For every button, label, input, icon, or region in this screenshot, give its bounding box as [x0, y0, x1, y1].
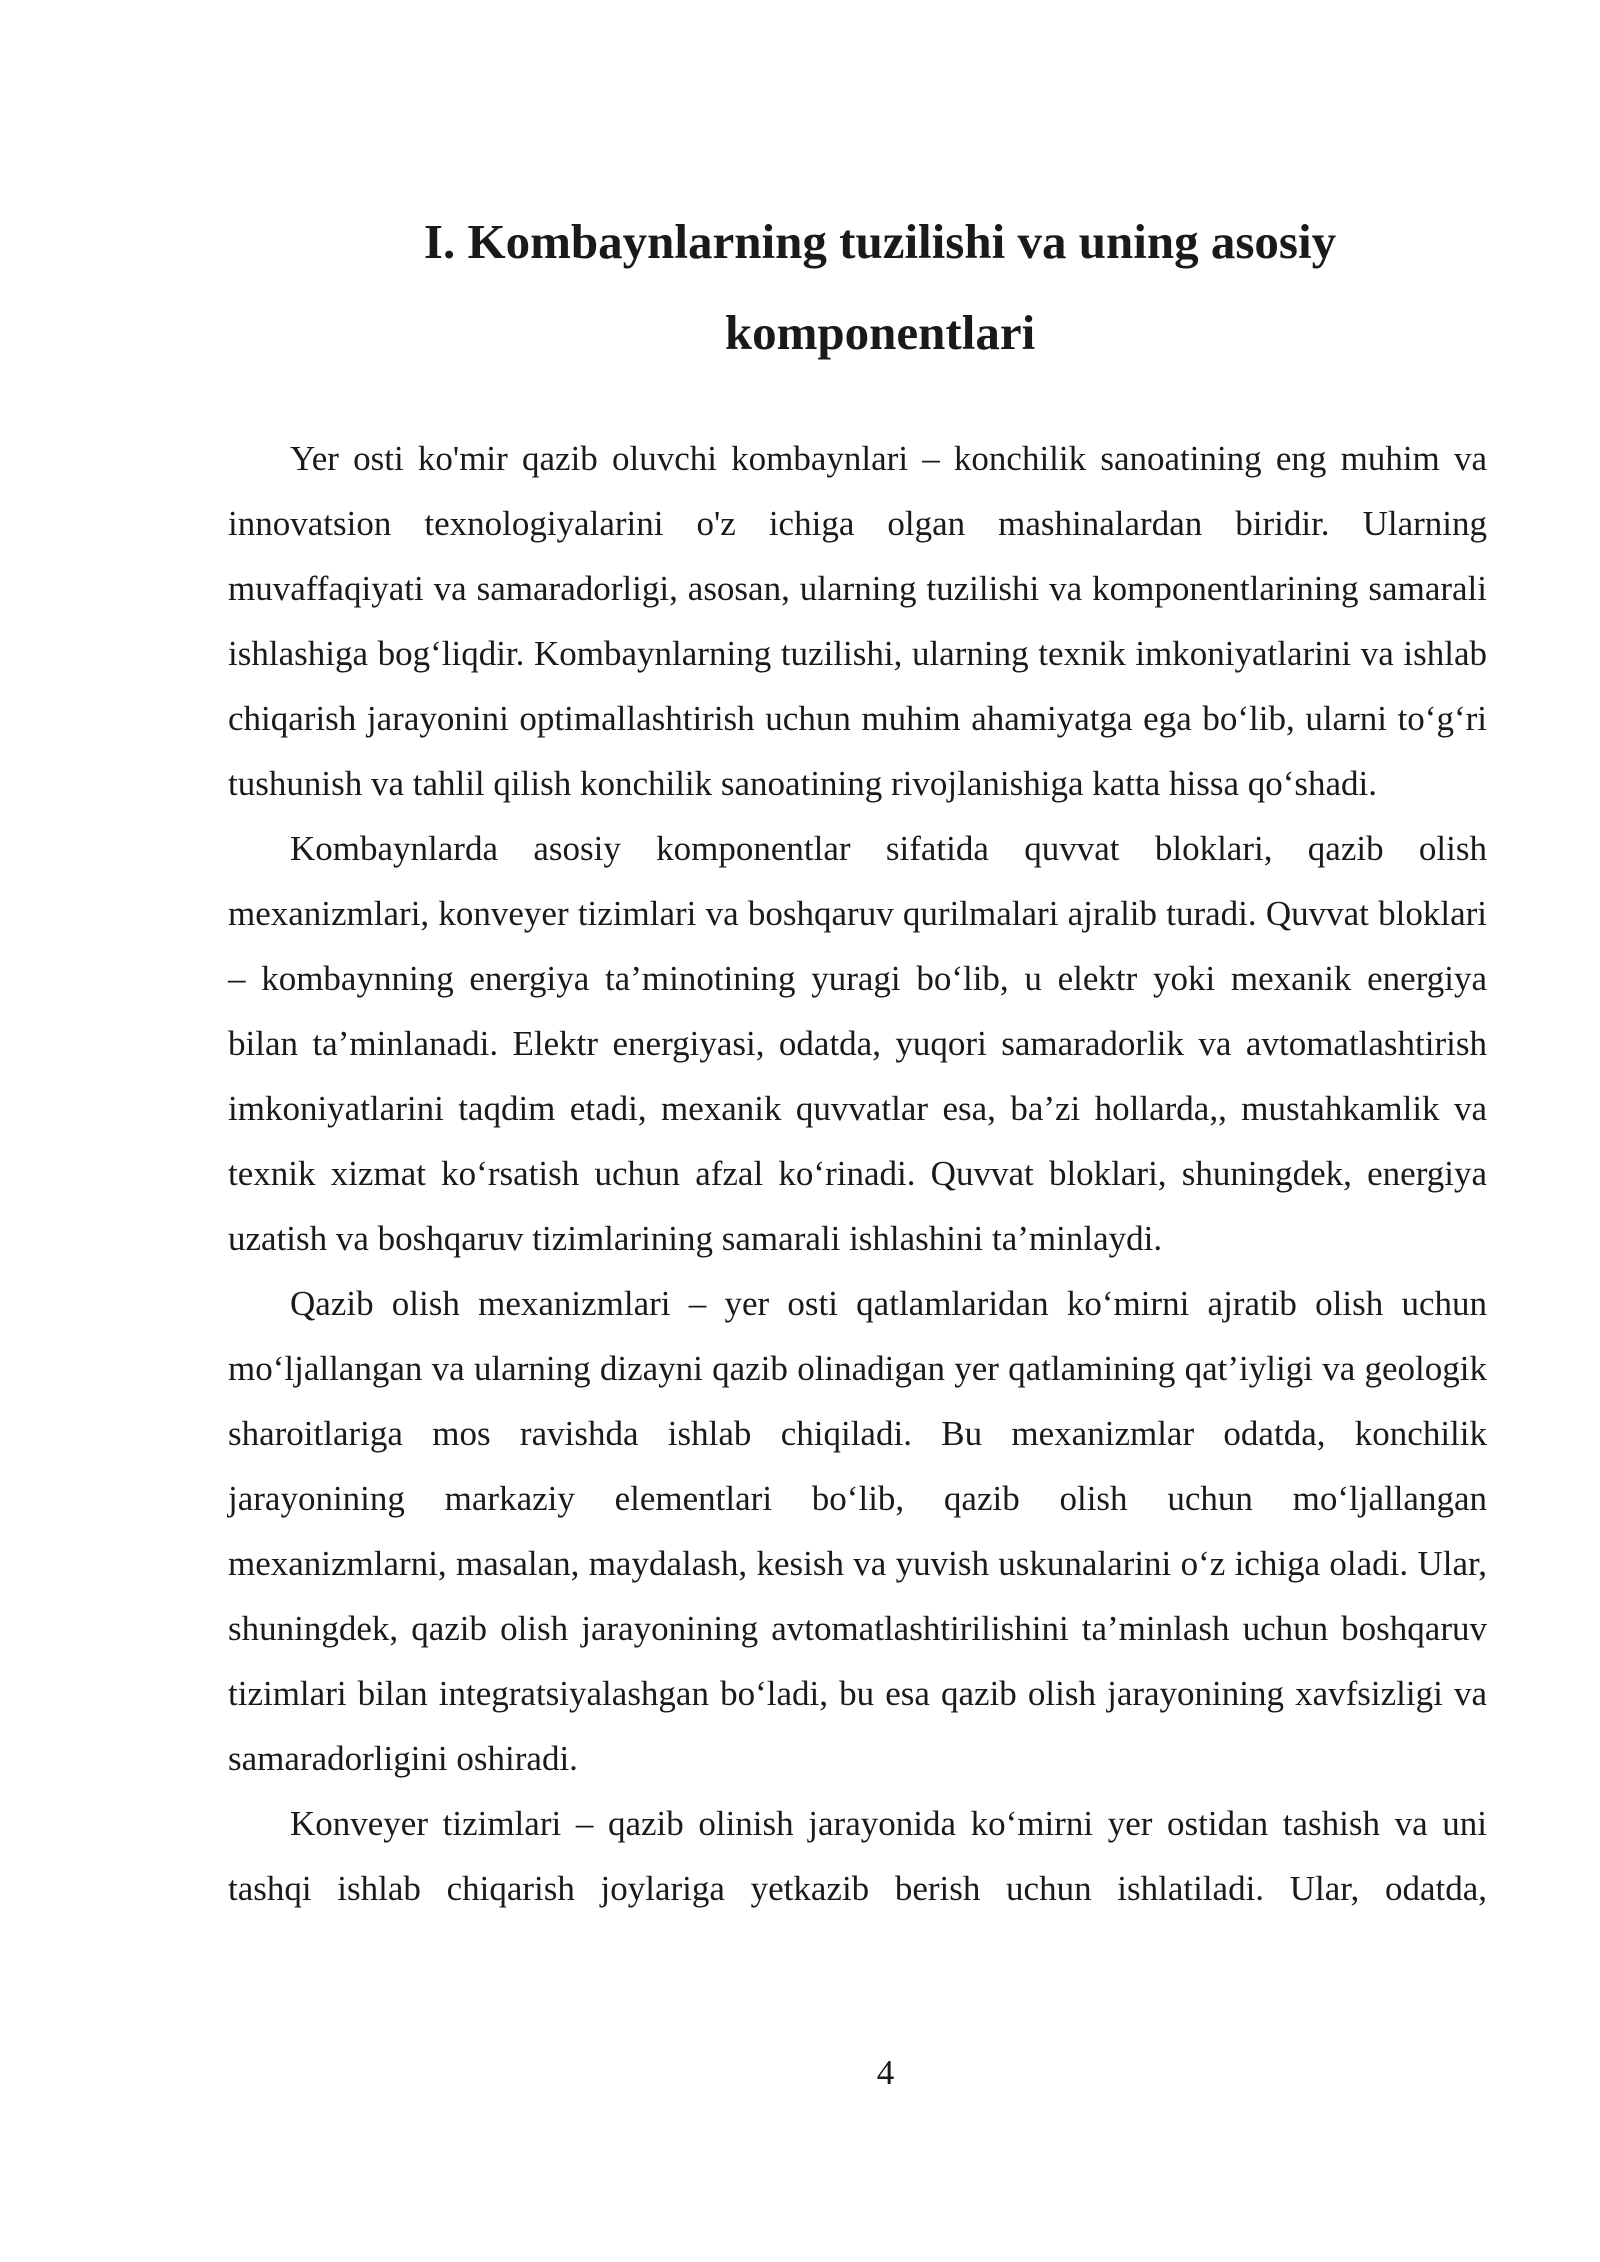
paragraph-2: Kombaynlarda asosiy komponentlar sifatida quvvat bloklari, qazib olish mexanizmlari, konveyer tizimlari va boshqaruv qurilmalari ajralib turadi. Quvvat bloklari – kombaynning energiya ta’minotining yuragi bo‘lib, u elektr yoki mexanik energiya bilan ta’minlanadi. Elektr energiyasi, odatda, yuqori samaradorlik va avtomatlashtirish imkoniyatlarini taqdim etadi, mexanik quvvatlar esa, ba’zi hollarda,, mustahkamlik va texnik xizmat ko‘rsatish uchun afzal ko‘rinadi. Quvvat bloklari, shuningdek, energiya uzatish va boshqaruv tizimlarining samarali ishlashini ta’minlaydi.	[228, 829, 1487, 1258]
body-text	[228, 426, 1487, 1921]
paragraph-4: Konveyer tizimlari – qazib olinish jarayonida ko‘mirni yer ostidan tashish va uni tashqi ishlab chiqarish joylariga yetkazib berish uchun ishlatiladi. Ular, odatda,	[228, 1804, 1487, 1908]
page-title: I. Kombaynlarning tuzilishi va uning asosiy komponentlari	[423, 214, 1337, 360]
paragraph-3: Qazib olish mexanizmlari – yer osti qatlamlaridan ko‘mirni ajratib olish uchun mo‘ljallangan va ularning dizayni qazib olinadigan yer qatlamining qat’iyligi va geologik sharoitlariga mos ravishda ishlab chiqiladi. Bu mexanizmlar odatda, konchilik jarayonining markaziy elementlari bo‘lib, qazib olish uchun mo‘ljallangan mexanizmlarni, masalan, maydalash, kesish va yuvish uskunalarini o‘z ichiga oladi. Ular, shuningdek, qazib olish jarayonining avtomatlashtirilishini ta’minlash uchun boshqaruv tizimlari bilan integratsiyalashgan bo‘ladi, bu esa qazib olish jarayonining xavfsizligi va samaradorligini oshiradi.	[228, 1284, 1487, 1778]
page-number: 4	[876, 2053, 895, 2092]
paragraph-1: Yer osti ko'mir qazib oluvchi kombaynlari – konchilik sanoatining eng muhim va innovatsion texnologiyalarini o'z ichiga olgan mashinalardan biridir. Ularning muvaffaqiyati va samaradorligi, asosan, ularning tuzilishi va komponentlarining samarali ishlashiga bog‘liqdir. Kombaynlarning tuzilishi, ularning texnik imkoniyatlarini va ishlab chiqarish jarayonini optimallashtirish uchun muhim ahamiyatga ega bo‘lib, ularni to‘g‘ri tushunish va tahlil qilish konchilik sanoatining rivojlanishiga katta hissa qo‘shadi.	[228, 439, 1487, 803]
